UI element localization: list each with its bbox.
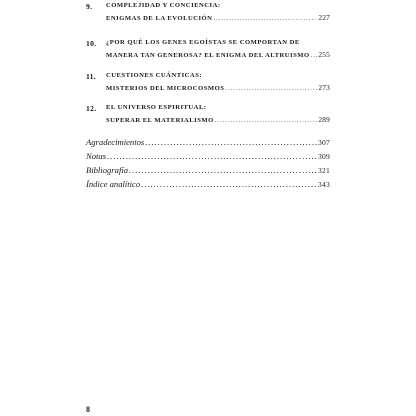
back-matter-title: Bibliografía [86,165,129,175]
chapter-title-text: MANERA TAN GENEROSA? EL ENIGMA DEL ALTRUISMO [106,52,310,59]
toc-back-matter-acknowledgments [86,137,330,149]
leader-dots [129,165,317,175]
back-matter-page-number: 309 [318,152,330,161]
page-number: 8 [86,405,90,414]
chapter-title-text: MISTERIOS DEL MICROCOSMOS [106,85,225,92]
back-matter-page-number: 321 [318,166,330,175]
leader-dots [215,117,318,124]
leader-dots [107,151,317,161]
leader-dots [225,85,317,92]
leader-dots [213,15,317,22]
leader-dots [311,52,318,59]
chapter-title-line-1: EL UNIVERSO ESPIRITUAL: [106,104,207,111]
chapter-title-line-2 [106,13,330,24]
back-matter-page-number: 343 [318,180,330,189]
leader-dots [145,137,317,147]
chapter-title-line-1: ¿POR QUÉ LOS GENES EGOÍSTAS SE COMPORTAN DE [106,39,300,46]
chapter-page-number: 289 [318,115,330,124]
chapter-title-line-1: COMPLEJIDAD Y CONCIENCIA: [106,2,221,9]
chapter-page-number: 255 [318,50,330,59]
toc-back-matter-bibliography [86,165,330,177]
chapter-title-line-2 [106,83,330,94]
back-matter-title: Agradecimientos [86,137,145,147]
chapter-title-text: SUPERAR EL MATERIALISMO [106,117,214,124]
chapter-page-number: 273 [318,83,330,92]
back-matter-title: Índice analítico [86,179,141,189]
chapter-title-text: ENIGMAS DE LA EVOLUCIÓN [106,15,213,22]
toc-back-matter-notes [86,151,330,163]
chapter-number: 12. [86,104,97,113]
chapter-title-line-2 [106,115,330,126]
chapter-title-line-2 [106,50,330,61]
toc-back-matter-index [86,179,330,191]
chapter-number: 9. [86,2,93,11]
chapter-number: 10. [86,39,97,48]
chapter-title-line-1: CUESTIONES CUÁNTICAS: [106,72,203,79]
back-matter-page-number: 307 [318,138,330,147]
chapter-page-number: 227 [318,13,330,22]
leader-dots [141,179,317,189]
back-matter-title: Notas [86,151,107,161]
chapter-number: 11. [86,72,96,81]
